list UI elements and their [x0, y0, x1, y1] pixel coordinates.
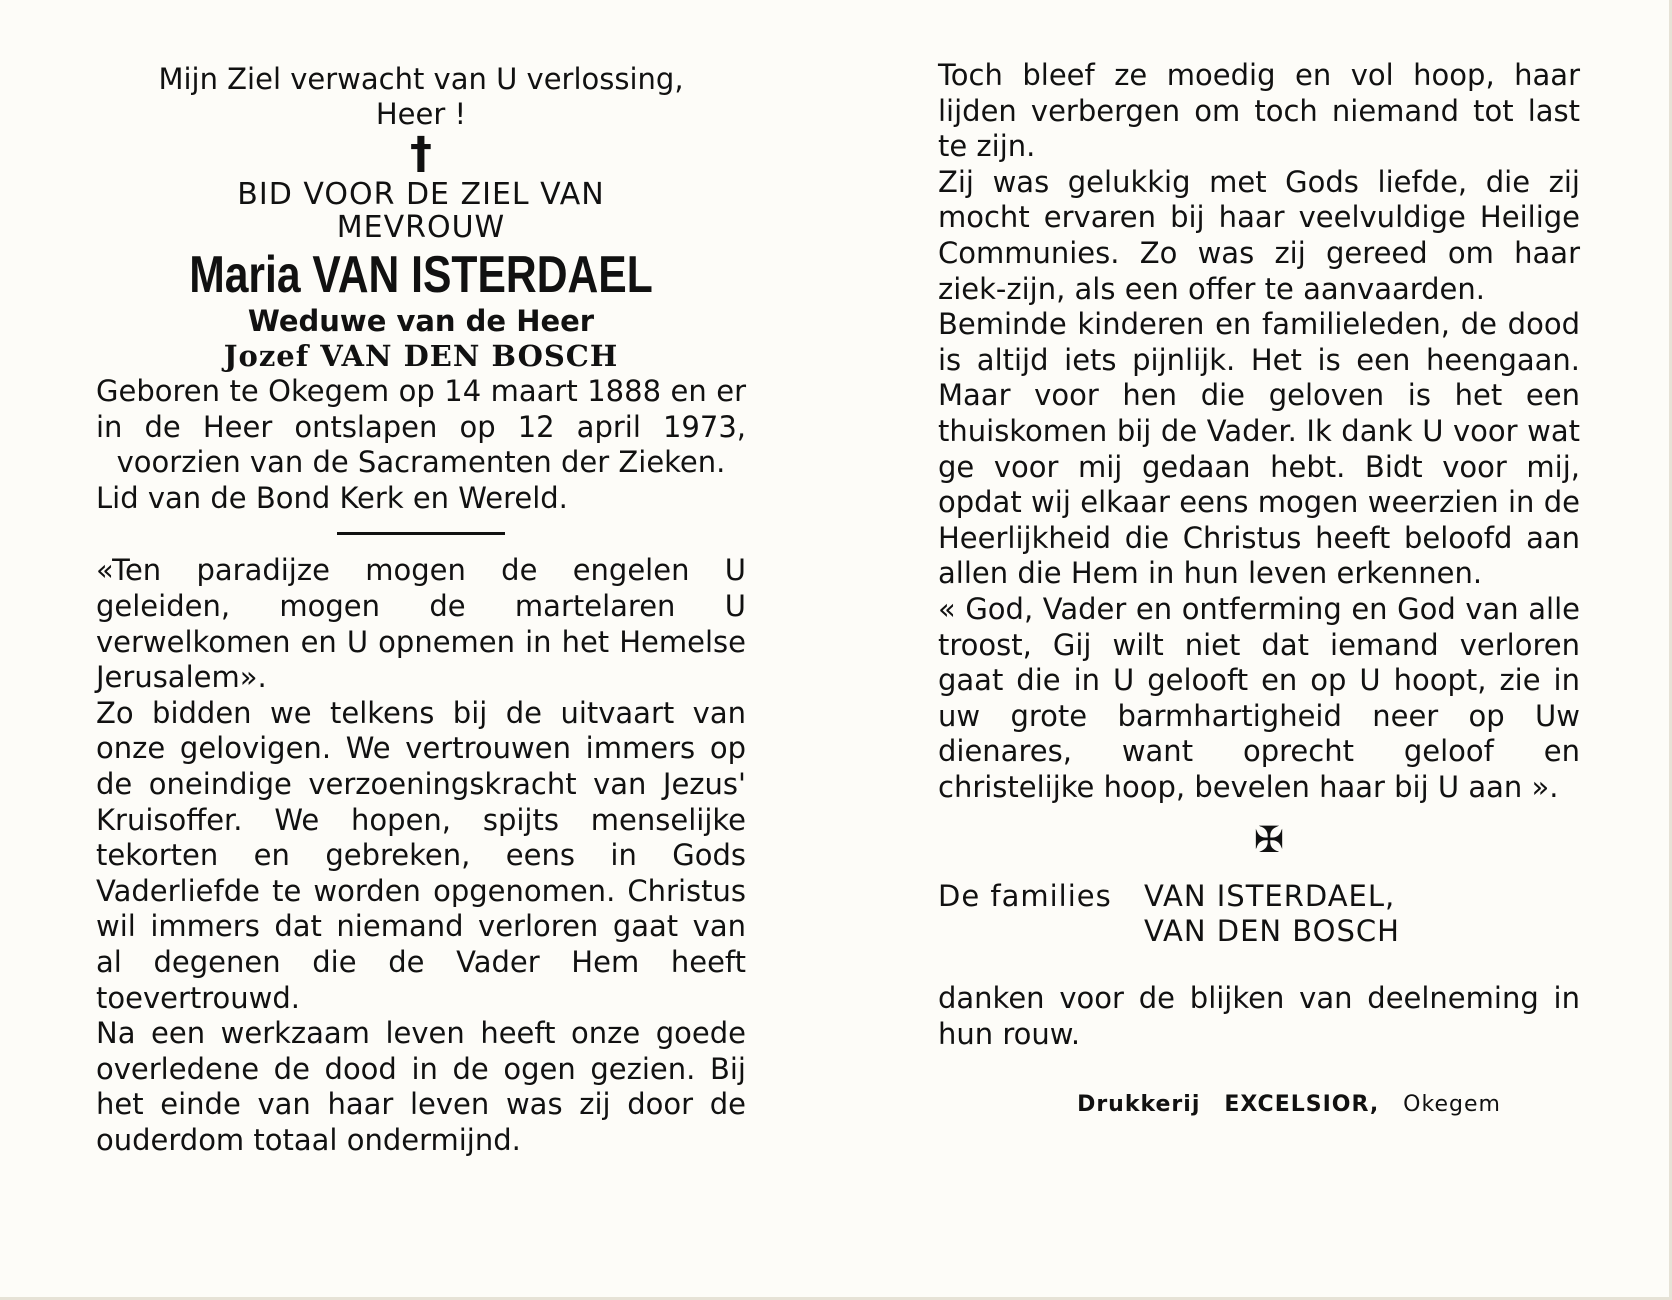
birth-death-text: Geboren te Okegem op 14 maart 1888 en er in de Heer ontslapen op 12 april 1973, voorzien van de Sacramenten der Zieken.: [96, 374, 746, 480]
divider-line: [337, 532, 505, 535]
printer-credit: [938, 1091, 1580, 1119]
right-paragraph-1: Toch bleef ze moedig en vol hoop, haar lijden verbergen om toch niemand tot last te zijn.: [938, 58, 1580, 164]
closing-prayer: « God, Vader en ontferming en God van alle troost, Gij wilt niet dat iemand verloren gaat die in U gelooft en op U hoopt, zie in uw grote barmhartigheid neer op Uw dienares, want oprecht geloof en christelijke hoop, bevelen haar bij U aan ».: [938, 591, 1580, 804]
thanks-text: danken voor de blijken van deelneming in hun rouw.: [938, 981, 1580, 1052]
families-block: [938, 879, 1580, 949]
printer-name: EXCELSIOR,: [1224, 1091, 1380, 1117]
verse-line-2: Heer !: [375, 97, 467, 131]
families-label: De families: [938, 879, 1112, 914]
family-name-2: VAN DEN BOSCH: [1144, 914, 1400, 949]
right-paragraph-3: Beminde kinderen en familieleden, de dood is altijd iets pijnlijk. Het is een heengaan. Maar voor hen die geloven is het een thuiskomen bij de Vader. Ik dank U voor wat ge voor mij gedaan hebt. Bidt voor mij, opdat wij elkaar eens mogen weerzien in de Heerlijkheid die Christus heeft beloofd aan allen die Hem in hun leven erkennen.: [938, 307, 1580, 591]
right-column: [938, 58, 1580, 1119]
left-paragraph-2: Na een werkzaam leven heeft onze goede overledene de dood in de ogen gezien. Bij het einde van haar leven was zij door de ouderdom totaal ondermijnd.: [96, 1016, 746, 1157]
membership-text: Lid van de Bond Kerk en Wereld.: [96, 480, 568, 515]
verse-line-1: Mijn Ziel verwacht van U verlossing,: [158, 62, 684, 96]
cross-pattee-icon: ✠: [1253, 820, 1285, 862]
husband-name: Jozef VAN DEN BOSCH: [223, 339, 619, 373]
pray-for-heading: BID VOOR DE ZIEL VAN: [237, 177, 605, 212]
deceased-name: Maria VAN ISTERDAEL: [189, 246, 653, 304]
prayer-quote: «Ten paradijze mogen de engelen U geleiden, mogen de martelaren U verwelkomen en U opnemen in het Hemelse Jerusalem».: [96, 553, 746, 695]
printer-city: Okegem: [1403, 1091, 1501, 1117]
widow-of-label: Weduwe van de Heer: [247, 304, 595, 338]
left-column: [96, 62, 746, 1158]
title-mevrouw: MEVROUW: [336, 210, 506, 245]
cross-icon: †: [410, 128, 432, 179]
left-paragraph-1: Zo bidden we telkens bij de uitvaart van onze gelovigen. We vertrouwen immers op de oneindige verzoeningskracht van Jezus' Kruisoffer. We hopen, spijts menselijke tekorten en gebreken, eens in Gods Vaderliefde te worden opgenomen. Christus wil immers dat niemand verloren gaat van al degenen die de Vader Hem heeft toevertrouwd.: [96, 695, 746, 1015]
right-paragraph-2: Zij was gelukkig met Gods liefde, die zij mocht ervaren bij haar veelvuldige Heilige Communies. Zo was zij gereed om haar ziek-zijn, als een offer te aanvaarden.: [938, 164, 1580, 306]
family-name-1: VAN ISTERDAEL,: [1144, 879, 1396, 914]
opening-verse: [96, 62, 746, 132]
printer-prefix: Drukkerij: [1077, 1091, 1201, 1117]
family-names: [1144, 879, 1400, 949]
